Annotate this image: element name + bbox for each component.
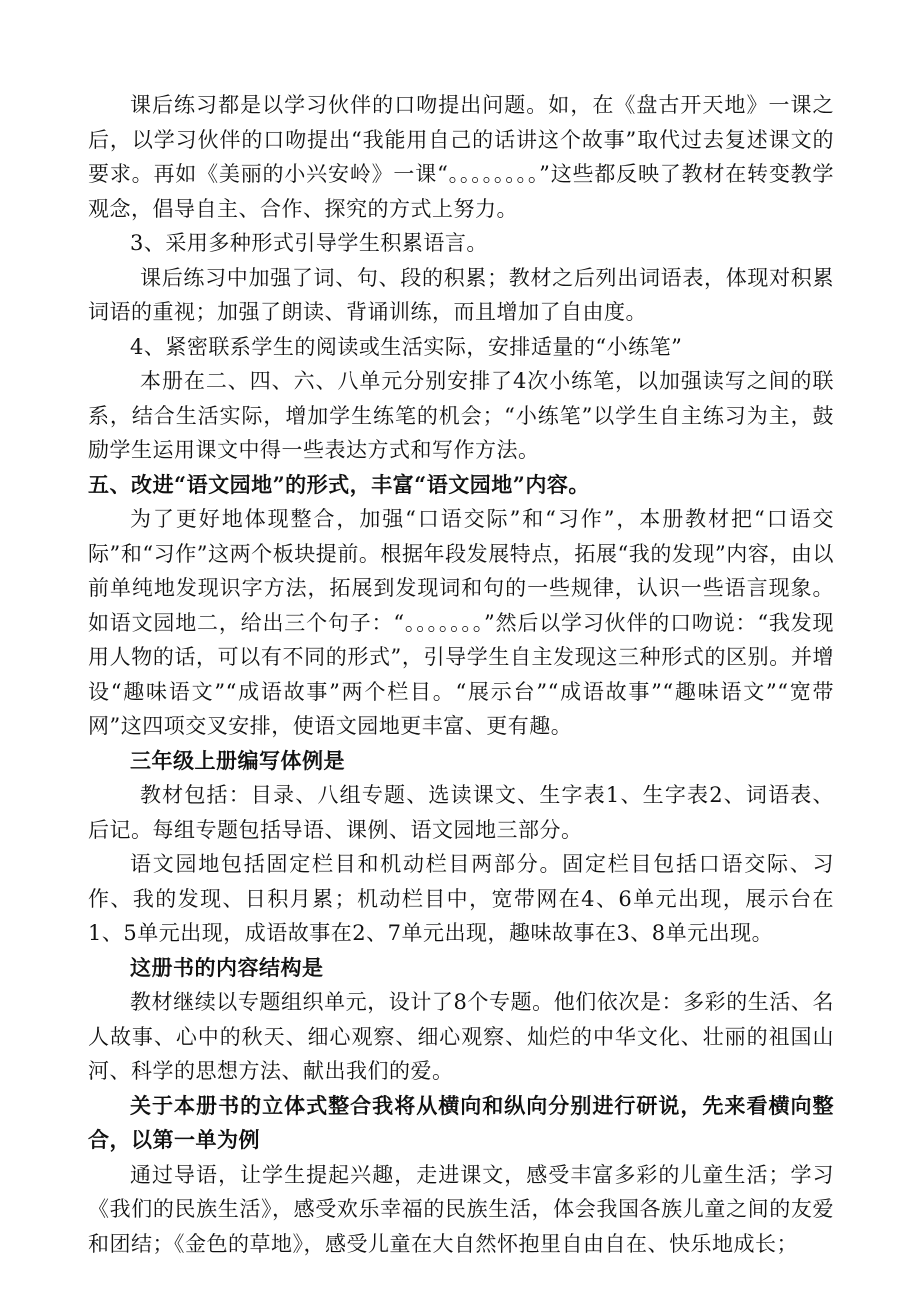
paragraph-writing-practice: 本册在二、四、六、八单元分别安排了4次小练笔，以加强读写之间的联系，结合生活实际，增加学生练笔的机会；“小练笔”以学生自主练习为主，鼓励学生运用课文中得一些表达方式和写作方法。 <box>88 369 834 462</box>
paragraph-accumulation: 课后练习中加强了词、句、段的积累；教材之后列出词语表，体现对积累词语的重视；加强了朗读、背诵训练，而且增加了自由度。 <box>88 265 834 324</box>
paragraph-garden-columns: 语文园地包括固定栏目和机动栏目两部分。固定栏目包括口语交际、习作、我的发现、日积月累；机动栏目中，宽带网在4、6单元出现，展示台在1、5单元出现，成语故事在2、7单元出现，趣味故事在3、8单元出现。 <box>88 852 834 945</box>
paragraph-language-garden: 为了更好地体现整合，加强“口语交际”和“习作”，本册教材把“口语交际”和“习作”这两个板块提前。根据年段发展特点，拓展“我的发现”内容，由以前单纯地发现识字方法，拓展到发现词和句的一些规律，认识一些语言现象。如语文园地二，给出三个句子：“。。。。。。。”然后以学习伙伴的口吻说：“我发现用人物的话，可以有不同的形式”，引导学生自主发现这三种形式的区别。并增设“趣味语文”“成语故事”两个栏目。“展示台”“成语故事”“趣味语文”“宽带网”这四项交叉安排，使语文园地更丰富、更有趣。 <box>88 507 834 738</box>
section-heading-five: 五、改进“语文园地”的形式，丰富“语文园地”内容。 <box>88 471 590 497</box>
subheading-content-structure: 这册书的内容结构是 <box>130 954 324 980</box>
paragraph-item-3: 3、采用多种形式引导学生积累语言。 <box>130 231 488 255</box>
paragraph-exercise-tone: 课后练习都是以学习伙伴的口吻提出问题。如，在《盘古开天地》一课之后，以学习伙伴的口吻提出“我能用自己的话讲这个故事”取代过去复述课文的要求。再如《美丽的小兴安岭》一课“。。。。。。。。”这些都反映了教材在转变教学观念，倡导自主、合作、探究的方式上努力。 <box>88 93 834 221</box>
paragraph-themes: 教材继续以专题组织单元，设计了8个专题。他们依次是：多彩的生活、名人故事、心中的秋天、细心观察、细心观察、灿烂的中华文化、壮丽的祖国山河、科学的思想方法、献出我们的爱。 <box>88 990 834 1083</box>
paragraph-textbook-contents: 教材包括：目录、八组专题、选读课文、生字表1、生字表2、词语表、后记。每组专题包括导语、课例、语文园地三部分。 <box>88 783 834 842</box>
subheading-compilation-format: 三年级上册编写体例是 <box>130 747 345 773</box>
subheading-integration: 关于本册书的立体式整合我将从横向和纵向分别进行研说，先来看横向整合，以第一单为例 <box>88 1092 834 1152</box>
paragraph-unit-one: 通过导语，让学生提起兴趣，走进课文，感受丰富多彩的儿童生活；学习《我们的民族生活》，感受欢乐幸福的民族生活，体会我国各族儿童之间的友爱和团结；《金色的草地》，感受儿童在大自然怀抱里自由自在、快乐地成长； <box>88 1162 834 1256</box>
paragraph-item-4: 4、紧密联系学生的阅读或生活实际，安排适量的“小练笔” <box>130 334 683 359</box>
